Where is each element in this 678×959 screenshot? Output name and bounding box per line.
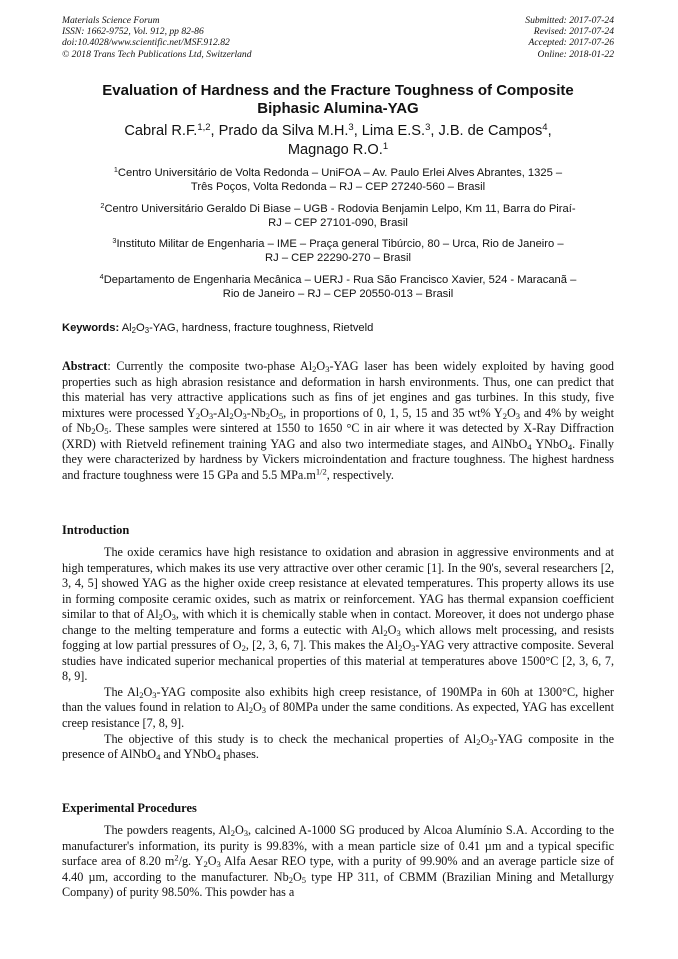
affiliation-number: 4 <box>99 272 104 281</box>
experimental-body <box>62 823 614 901</box>
doi-line[interactable]: doi:10.4028/www.scientific.net/MSF.912.82 <box>62 37 230 49</box>
introduction-paragraph: The oxide ceramics have high resistance to oxidation and abrasion in aggressive environments and at high temperatures, which makes its use very attractive over other ceramic [1]. In the 90's, several researchers [2, 3, 4, 5] showed YAG as the higher oxide creep resistance at elevated temperatures. This property allows its use in forming composite ceramic oxides, such as matrix or reinforcement. YAG has thermal expansion coefficient similar to that of $Al_2O_3$, with which it is chemically stable when in contact. Moreover, it does not undergo phase change to the melting temperature and forms a eutectic with $Al_2O_3$ which allows melt processing, and resists fogging at low partial pressures of $O_2$, [2, 3, 6, 7]. This makes the $Al_2O_3$-YAG very attractive composite. Several studies have indicated superior mechanical properties of this material at temperatures above 1500°C [2, 3, 6, 7, 8, 9]. <box>62 545 614 684</box>
submitted-date: Submitted: 2017-07-24 <box>525 15 614 26</box>
affiliation-text: Rio de Janeiro – RJ – CEP 20550-013 – Brasil <box>222 288 454 301</box>
author-affil-mark: 3 <box>425 121 431 133</box>
keywords <box>62 321 614 335</box>
affiliation-text: Centro Universitário de Volta Redonda – UniFOA – Av. Paulo Erlei Alves Abrantes, 1325 – <box>117 167 563 179</box>
affiliation-text: Departamento de Engenharia Mecânica – UERJ - Rua São Francisco Xavier, 524 - Maracanã – <box>103 274 577 286</box>
affiliation-number: 1 <box>113 165 118 174</box>
affiliation-4 <box>62 273 614 301</box>
abstract-label: Abstract <box>62 359 108 373</box>
abstract-text: Currently the composite two-phase $Al_2O_3$-YAG laser has been widely exploited by having good properties such as high abrasion resistance and deformation in harsh environments. Thus, one can predict that this material has very attractive applications such as fins of jet engines and gas turbines. In this study, five mixtures were processed $Y_2O_3-Al_2O_3-Nb_2O_5$, in proportions of 0, 1, 5, 15 and 35 wt% $Y_2O_3$ and 4% by weight of $Nb_2O_5$. These samples were sintered at 1550 to 1650 °C in air where it was detected by X-Ray Diffraction (XRD) with Rietveld refinement training YAG and also two intermediate stages, and AlNbO$_4$ YNbO$_4$. Finally they were characterized by hardness by Vickers microindentation and fracture toughness. The highest hardness and fracture toughness were 15 GPa and 5.5 $MPa.m^{1/2}$, respectively. <box>62 359 615 482</box>
affiliation-2 <box>62 202 614 230</box>
author-name: , J.B. de Campos <box>430 123 543 139</box>
introduction-paragraph: The objective of this study is to check the mechanical properties of $Al_2O_3$-YAG composite in the presence of AlNbO$_4$ and YNbO$_4$ phases. <box>62 731 615 763</box>
author-line-1 <box>62 122 614 141</box>
author-name: Cabral R.F. <box>124 123 198 139</box>
title-line-2: Biphasic Alumina-YAG <box>257 100 419 117</box>
author-name: , Lima E.S. <box>353 123 426 139</box>
introduction-body <box>62 545 614 763</box>
affiliation-number: 3 <box>112 236 117 245</box>
author-name: , Prado da Silva M.H. <box>210 123 349 139</box>
online-date: Online: 2018-01-22 <box>537 48 614 60</box>
author-name: Magnago R.O. <box>287 142 383 158</box>
affiliation-3 <box>62 237 614 265</box>
title-line-1: Evaluation of Hardness and the Fracture Toughness of Composite <box>102 82 574 99</box>
author-affil-mark: 1,2 <box>197 121 211 133</box>
introduction-heading: Introduction <box>62 523 130 537</box>
author-affil-mark: 4 <box>542 121 548 133</box>
introduction-paragraph: The $Al_2O_3$-YAG composite also exhibits high creep resistance, of 190MPa in 60h at 1300°C, higher than the values found in relation to $Al_2O_3$ of 80MPa under the same conditions. As expected, YAG has excellent creep resistance [7, 8, 9]. <box>62 684 614 731</box>
journal-name: Materials Science Forum <box>62 15 160 26</box>
author-line-2 <box>62 141 614 160</box>
affiliation-text: RJ – CEP 27101-090, Brasil <box>268 217 408 230</box>
affiliation-text: Instituto Militar de Engenharia – IME – Praça general Tibúrcio, 80 – Urca, Rio de Janeiro – <box>116 238 564 250</box>
accepted-date: Accepted: 2017-07-26 <box>528 37 614 49</box>
copyright-line: © 2018 Trans Tech Publications Ltd, Switzerland <box>62 48 252 60</box>
affiliation-text: Centro Universitário Geraldo Di Biase – UGB - Rodovia Benjamin Lelpo, Km 11, Barra do Piraí- <box>104 203 576 215</box>
affiliation-number: 2 <box>100 201 105 210</box>
journal-info <box>62 15 252 60</box>
experimental-heading: Experimental Procedures <box>62 801 197 815</box>
affiliation-1 <box>62 166 614 194</box>
affiliation-text: Três Poços, Volta Redonda – RJ – CEP 27240-560 – Brasil <box>190 181 486 194</box>
author-separator: , <box>547 123 552 139</box>
keywords-text: $Al_2O_3$-YAG, hardness, fracture toughness, Rietveld <box>121 322 374 335</box>
author-list <box>62 122 614 160</box>
keywords-label: Keywords: <box>62 322 120 334</box>
paper-title <box>62 82 614 118</box>
abstract: Abstract: Currently the composite two-phase $Al_2O_3$-YAG laser has been widely exploited by having good properties such as high abrasion resistance and deformation in harsh environments. Thus, one can predict that this material has very attractive applications such as fins of jet engines and gas turbines. In this study, five mixtures were processed $Y_2O_3-Al_2O_3-Nb_2O_5$, in proportions of 0, 1, 5, 15 and 35 wt% $Y_2O_3$ and 4% by weight of $Nb_2O_5$. These samples were sintered at 1550 to 1650 °C in air where it was detected by X-Ray Diffraction (XRD) with Rietveld refinement training YAG and also two intermediate stages, and AlNbO$_4$ YNbO$_4$. Finally they were characterized by hardness by Vickers microindentation and fracture toughness. The highest hardness and fracture toughness were 15 GPa and 5.5 $MPa.m^{1/2}$, respectively. <box>62 359 615 482</box>
affiliation-text: RJ – CEP 22290-270 – Brasil <box>265 252 411 265</box>
revised-date: Revised: 2017-07-24 <box>533 26 614 38</box>
author-affil-mark: 3 <box>348 121 354 133</box>
publication-dates <box>525 15 614 60</box>
experimental-paragraph: The powders reagents, $Al_2O_3$, calcined A-1000 SG produced by Alcoa Alumínio S.A. According to the manufacturer's information, its purity is 99.83%, with a mean particle size of 0.41 µm and a typical specific surface area of 8.20 $m^2/g$. $Y_2O_3$ Alfa Aesar REO type, with a purity of 99.90% and an average particle size of 4.40 µm, according to the manufacturer. $Nb_2O_5$ type HP 311, of CBMM (Brazilian Mining and Metallurgy Company) of purity 98.50%. This powder has a <box>62 823 614 900</box>
issn-line: ISSN: 1662-9752, Vol. 912, pp 82-86 <box>62 26 204 38</box>
author-affil-mark: 1 <box>382 140 389 152</box>
